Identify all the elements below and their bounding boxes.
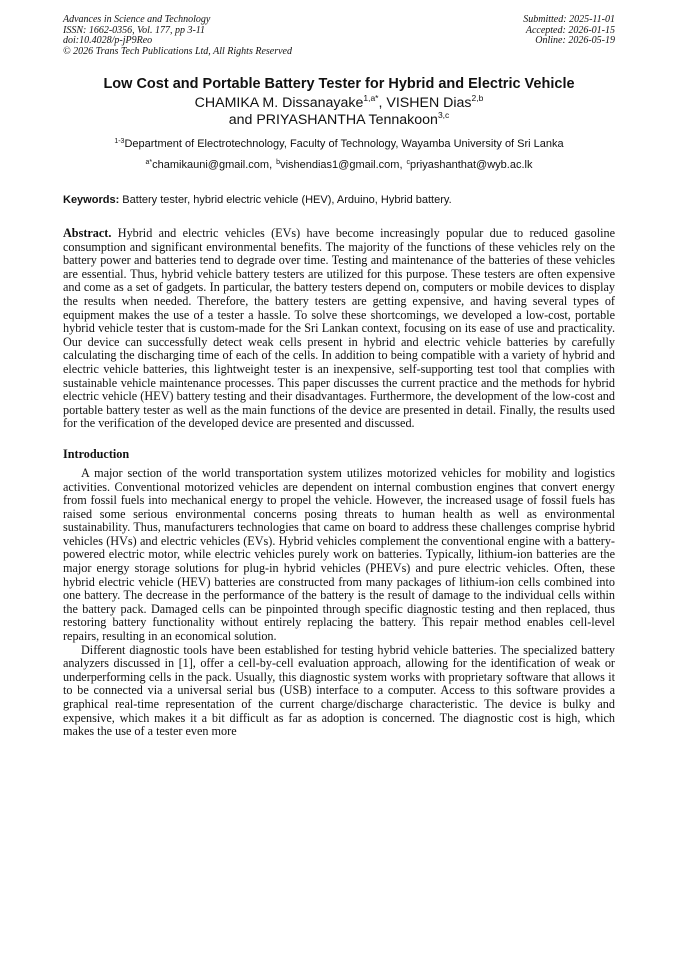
email-1[interactable]: chamikauni@gmail.com, [152, 159, 273, 171]
introduction-paragraph-1: A major section of the world transportation system utilizes motorized vehicles for mobility and logistics activities. Conventional motorized vehicles are dependent on internal combustion engines that convert energy from fossil fuels into mechanical energy to propel the vehicle. However, the increased usage of fossil fuels has raised some serious environmental concerns posing threats to human health as well as environmental sustainability. Thus, manufacturers technologies that came on board to address these challenges comprise hybrid vehicles (HVs) and electric vehicles (EVs). Hybrid vehicles complement the conventional engine with a battery-powered electric motor, while electric vehicles purely work on batteries. Typically, lithium-ion batteries are the major energy storage solutions for plug-in hybrid vehicles (PHEVs) and pure electric vehicles. Often, these hybrid electric vehicle (HEV) batteries are constructed from many packages of lithium-ion cells combined into one battery. The decrease in the performance of the battery is the result of damage to the individual cells within the battery pack. Damaged cells can be pinpointed through specific diagnostic testing and then replaced, thus restoring battery functionality without entirely replacing the battery. This repair method enables cell-level repairs, resulting in an economical solution. [63, 465, 615, 644]
submitted-date: Submitted: 2025-11-01 [523, 14, 615, 25]
publication-dates [523, 15, 615, 57]
online-date: Online: 2026-05-19 [535, 35, 615, 46]
abstract [63, 227, 615, 431]
affiliation-text: Department of Electrotechnology, Faculty of Technology, Wayamba University of Sri Lanka [124, 138, 564, 150]
email-2[interactable]: vishendias1@gmail.com, [280, 159, 403, 171]
author-line-1 [63, 95, 615, 112]
paper-title: Low Cost and Portable Battery Tester for Hybrid and Electric Vehicle [103, 76, 575, 92]
email-1-sup: a* [145, 159, 153, 166]
abstract-text: Hybrid and electric vehicles (EVs) have become increasingly popular due to reduced gasoline consumption and significant environmental benefits. The majority of the functions of these vehicles rely on the battery power and batteries tend to degrade over time. Testing and maintenance of the batteries of these vehicles are essential. Thus, hybrid vehicle battery testers are utilized for this purpose. These testers are often expensive and come as a set of gadgets. In particular, the battery testers depend on, computers or mobile devices to display the results when needed. Therefore, the battery testers are getting expensive, and having several types of equipment makes the use of a tester a hassle. To solve these shortcomings, we developed a low-cost, portable hybrid vehicle tester that is custom-made for the Sri Lankan context, focusing on its ease of use and practicality. Our device can successfully detect weak cells present in hybrid and electric vehicle batteries by carefully calculating the discharging time of each of the cells. In addition to being compatible with a variety of hybrid and electric vehicle batteries, this lightweight tester is an inexpensive, self-supporting test tool that complies with sustainable vehicle maintenance processes. This paper discusses the current practice and the methods for hybrid electric vehicle (HEV) battery testing and their disadvantages. Furthermore, the development of the low-cost and portable battery tester as well as the main functions of the device are presented in detail. Finally, the results used for the verification of the developed device are presented and discussed. [63, 226, 615, 431]
author-2-sup: 2,b [471, 93, 484, 103]
keywords-label: Keywords: [63, 194, 120, 206]
author-and: and [228, 112, 257, 128]
email-2-sup: b [276, 159, 281, 166]
journal-header [63, 15, 615, 57]
author-3-name: PRIYASHANTHA Tennakoon [256, 112, 438, 128]
journal-doi: doi:10.4028/p-jP9Reo [63, 35, 153, 46]
affiliation [63, 138, 615, 151]
journal-copyright: © 2026 Trans Tech Publications Ltd, All Rights Reserved [63, 45, 292, 57]
email-list [63, 159, 615, 172]
author-2-name: VISHEN Dias [386, 95, 472, 111]
affiliation-sup: 1-3 [114, 138, 125, 145]
abstract-label: Abstract. [63, 226, 112, 240]
introduction-heading: Introduction [63, 446, 130, 461]
keywords [63, 194, 615, 207]
keywords-text: Battery tester, hybrid electric vehicle (HEV), Arduino, Hybrid battery. [119, 194, 452, 206]
accepted-date: Accepted: 2026-01-15 [525, 24, 615, 36]
author-list [63, 95, 615, 129]
email-3[interactable]: priyashanthat@wyb.ac.lk [410, 159, 533, 171]
journal-info [63, 15, 292, 57]
author-separator: , [378, 95, 387, 111]
journal-name: Advances in Science and Technology [63, 14, 211, 25]
author-line-2 [63, 112, 615, 129]
email-3-sup: c [406, 159, 411, 166]
author-1-sup: 1,a* [363, 93, 379, 103]
author-1-name: CHAMIKA M. Dissanayake [194, 95, 364, 111]
introduction-paragraph-2: Different diagnostic tools have been established for testing hybrid vehicle batteries. The specialized battery analyzers discussed in [1], offer a cell-by-cell evaluation approach, allowing for the identification of weak or underperforming cells in the pack. Usually, this diagnostic system works with proprietary software that allows it to be connected via a universal serial bus (USB) interface to a computer. Access to this software provides a graphical real-time representation of the current charge/discharge characteristic. The device is bulky and expensive, which makes it a bit difficult as far as adoption is concerned. The diagnostic cost is high, which makes the use of a tester even more [63, 642, 615, 739]
journal-issn: ISSN: 1662-0356, Vol. 177, pp 3-11 [63, 24, 206, 36]
author-3-sup: 3,c [437, 110, 450, 120]
